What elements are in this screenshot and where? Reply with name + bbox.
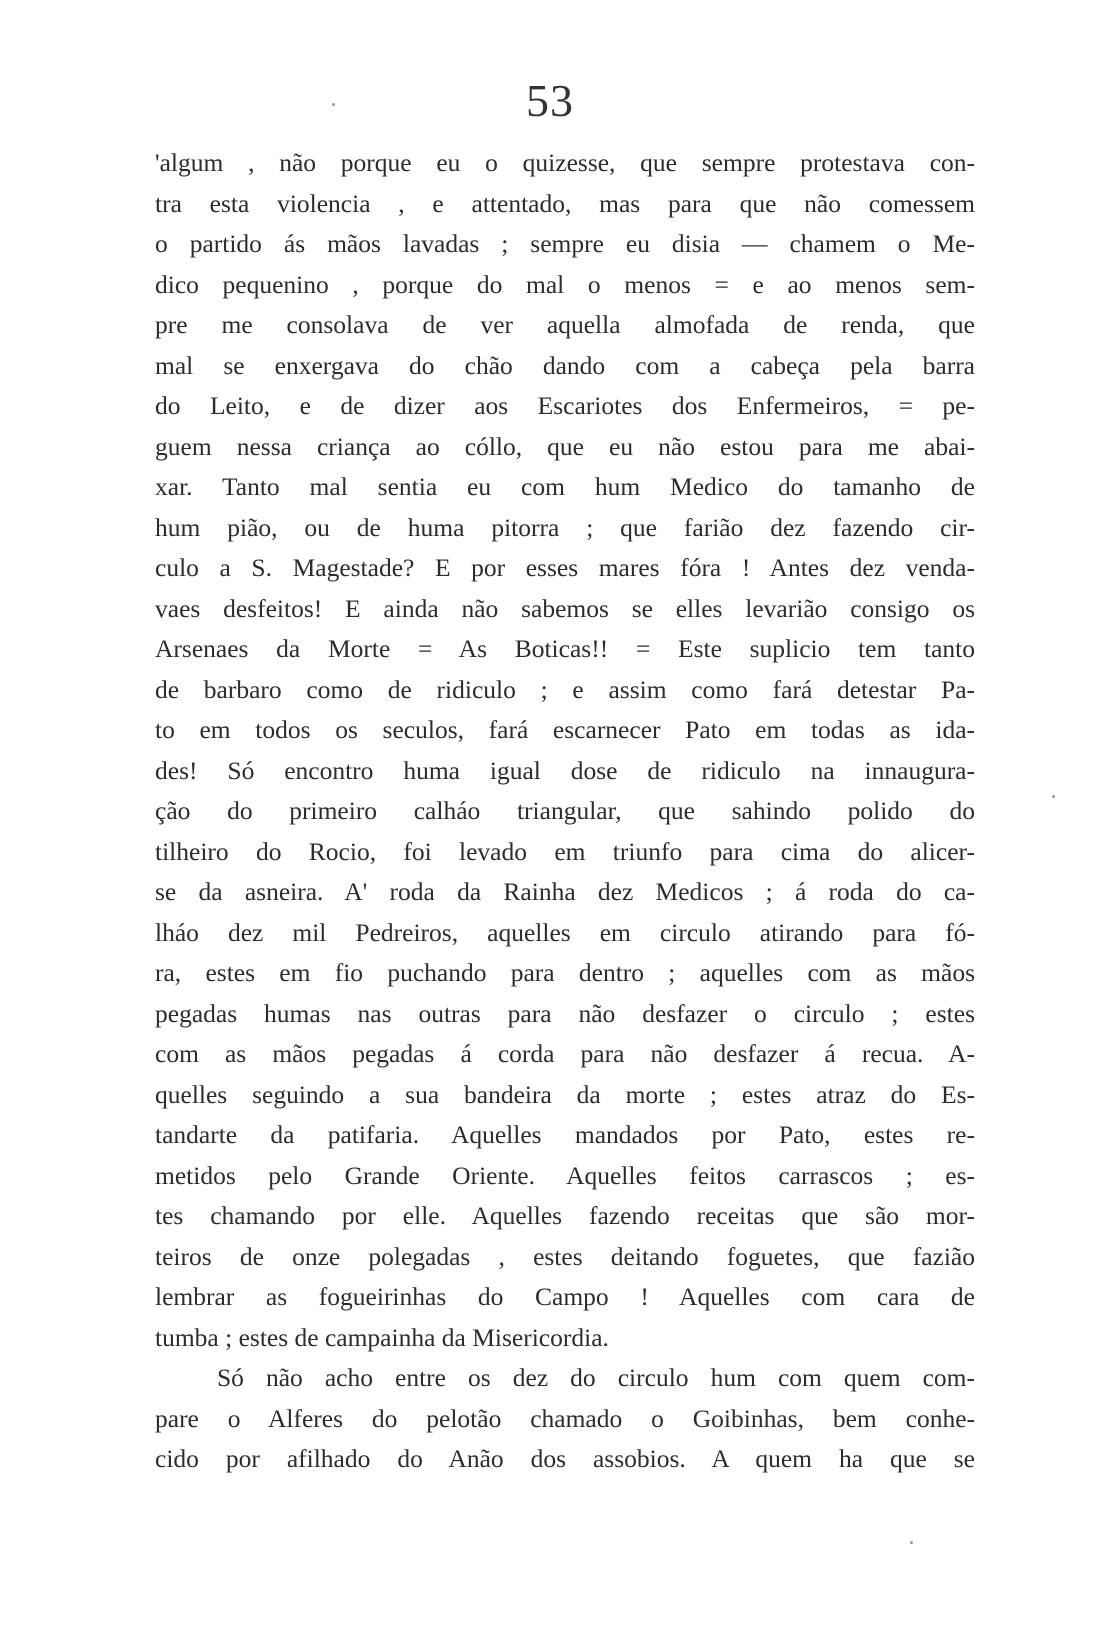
text-line: Só não acho entre os dez do circulo hum com quem com- <box>217 1363 975 1392</box>
text-line: pegadas humas nas outras para não desfazer o circulo ; estes <box>155 998 975 1028</box>
text-line: hum pião, ou de huma pitorra ; que farião dez fazendo cir- <box>155 512 975 542</box>
text-line: ção do primeiro calháo triangular, que sahindo polido do <box>155 796 975 825</box>
text-line: lembrar as fogueirinhas do Campo ! Aquelles com cara de <box>155 1282 975 1311</box>
text-line: 'algum , não porque eu o quizesse, que sempre protestava con- <box>155 148 975 177</box>
print-speck <box>910 1541 913 1544</box>
print-speck <box>1052 795 1055 798</box>
body-text <box>155 143 975 1480</box>
text-line: tra esta violencia , e attentado, mas para que não comessem <box>155 188 975 218</box>
text-line: metidos pelo Grande Oriente. Aquelles feitos carrascos ; es- <box>155 1160 975 1190</box>
text-line: Arsenaes da Morte = As Boticas!! = Este suplicio tem tanto <box>155 634 975 663</box>
text-line: se da asneira. A' roda da Rainha dez Medicos ; á roda do ca- <box>155 877 975 906</box>
text-line: tumba ; estes de campainha da Misericordia. <box>155 1322 609 1352</box>
text-line: cido por afilhado do Anão dos assobios. A quem ha que se <box>155 1444 975 1473</box>
text-line: o partido ás mãos lavadas ; sempre eu disia — chamem o Me- <box>155 229 975 258</box>
text-line: pare o Alferes do pelotão chamado o Goibinhas, bem conhe- <box>155 1403 975 1433</box>
text-line: vaes desfeitos! E ainda não sabemos se elles levarião consigo os <box>155 593 975 623</box>
text-line: tandarte da patifaria. Aquelles mandados por Pato, estes re- <box>155 1120 975 1149</box>
text-line: quelles seguindo a sua bandeira da morte ; estes atraz do Es- <box>155 1079 975 1109</box>
text-line: to em todos os seculos, fará escarnecer Pato em todas as ida- <box>155 715 975 744</box>
text-line: do Leito, e de dizer aos Escariotes dos Enfermeiros, = pe- <box>155 391 975 420</box>
text-line: culo a S. Magestade? E por esses mares fóra ! Antes dez venda- <box>155 553 975 582</box>
text-line: tes chamando por elle. Aquelles fazendo receitas que são mor- <box>155 1201 975 1230</box>
text-line: lháo dez mil Pedreiros, aquelles em circulo atirando para fó- <box>155 917 975 947</box>
text-line: mal se enxergava do chão dando com a cabeça pela barra <box>155 350 975 380</box>
text-line: des! Só encontro huma igual dose de ridiculo na innaugura- <box>155 755 975 785</box>
text-line: xar. Tanto mal sentia eu com hum Medico do tamanho de <box>155 472 975 501</box>
text-line: guem nessa criança ao cóllo, que eu não estou para me abai- <box>155 431 975 461</box>
text-line: teiros de onze polegadas , estes deitando foguetes, que fazião <box>155 1241 975 1271</box>
text-line: com as mãos pegadas á corda para não desfazer á recua. A- <box>155 1039 975 1068</box>
page-number: 53 <box>526 75 574 126</box>
print-speck <box>332 103 335 106</box>
text-line: de barbaro como de ridiculo ; e assim como fará detestar Pa- <box>155 674 975 704</box>
text-line: pre me consolava de ver aquella almofada de renda, que <box>155 310 975 339</box>
text-line: dico pequenino , porque do mal o menos = e ao menos sem- <box>155 269 975 299</box>
text-line: tilheiro do Rocio, foi levado em triunfo para cima do alicer- <box>155 836 975 866</box>
text-line: ra, estes em fio puchando para dentro ; aquelles com as mãos <box>155 958 975 987</box>
